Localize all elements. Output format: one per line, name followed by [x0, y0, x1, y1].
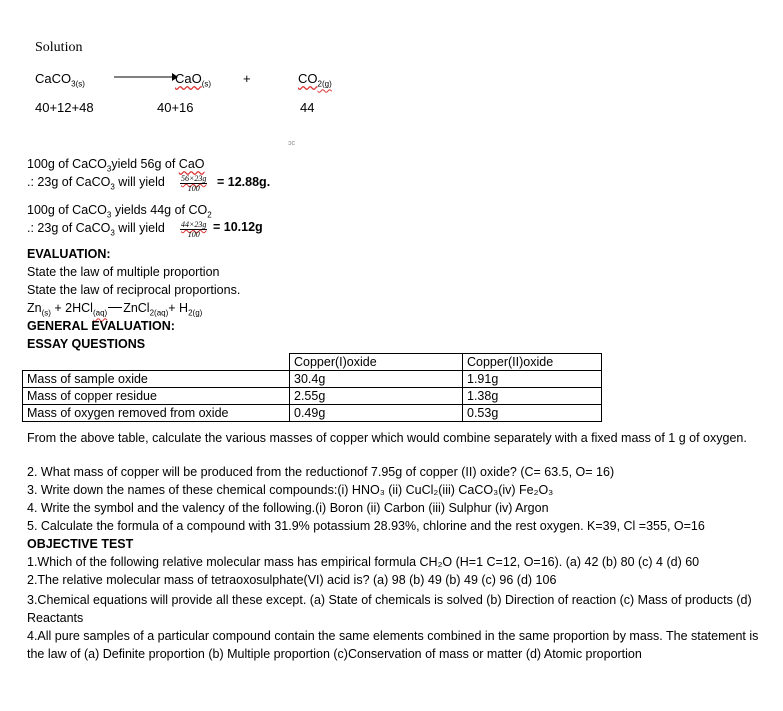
- table-cell: 30.4g: [290, 371, 463, 388]
- essay-question-2: 2. What mass of copper will be produced from the reductionof 7.95g of copper (II) oxide? (C= 63.5, O= 16): [27, 465, 615, 479]
- fraction-1: $\frac{56\times 23g}{100}$: [181, 174, 207, 193]
- table-row: [23, 405, 602, 422]
- table-cell: 0.53g: [463, 405, 602, 422]
- copper-oxide-table: [22, 353, 602, 422]
- calc-line-4: .: 23g of CaCO$_3$ will yield: [27, 221, 165, 238]
- table-header-row: [23, 354, 602, 371]
- essay-question-5: 5. Calculate the formula of a compound with 31.9% potassium 28.93%, chlorine and the rest oxygen. K=39, Cl =355, O=16: [27, 519, 705, 533]
- table-cell: Mass of oxygen removed from oxide: [23, 405, 290, 422]
- objective-question-1: 1.Which of the following relative molecular mass has empirical formula CH₂O (H=1 C=12, O=16). (a) 42 (b) 80 (c) 4 (d) 60: [27, 555, 700, 569]
- solution-heading: Solution: [35, 40, 83, 55]
- evaluation-q2: State the law of reciprocal proportions.: [27, 283, 241, 297]
- result-1: = 12.88g.: [217, 175, 271, 189]
- table-cell: 0.49g: [290, 405, 463, 422]
- evaluation-q1: State the law of multiple proportion: [27, 265, 220, 279]
- essay-question-3: 3. Write down the names of these chemical compounds:(i) HNO₃ (ii) CuCl₂(iii) CaCO₃(iv) Fe₂O₃: [27, 483, 554, 497]
- table-cell: Mass of sample oxide: [23, 371, 290, 388]
- table-cell: 1.91g: [463, 371, 602, 388]
- product1-formula: CaO$_{(s)}$: [175, 71, 212, 89]
- objective-test-heading: OBJECTIVE TEST: [27, 537, 134, 551]
- table-header-cell: [23, 354, 290, 371]
- essay-question-4: 4. Write the symbol and the valency of the following.(i) Boron (ii) Carbon (iii) Sulphur (iv) Argon: [27, 501, 549, 515]
- reaction-arrow-icon: [114, 72, 178, 82]
- objective-question-2: 2.The relative molecular mass of tetraoxosulphate(VI) acid is? (a) 98 (b) 49 (b) 49 (c) 96 (d) 106: [27, 573, 557, 587]
- evaluation-equation: $Zn_{(s)} + 2HCl_{(aq)}$ ZnCl$_{2(aq)}$+ $H_{2(g)}$: [27, 301, 203, 318]
- fraction-2: $\frac{44\times 23g}{100}$: [181, 220, 207, 239]
- table-row: [23, 371, 602, 388]
- table-header-cell: Copper(I)oxide: [290, 354, 463, 371]
- stray-mark: ɔc: [288, 140, 295, 147]
- table-cell: 2.55g: [290, 388, 463, 405]
- evaluation-heading: EVALUATION:: [27, 247, 111, 261]
- mass-reactant: 40+12+48: [35, 100, 94, 115]
- essay-questions-heading: ESSAY QUESTIONS: [27, 337, 146, 351]
- product2-formula: $CO_{2(g)}$: [298, 71, 332, 89]
- result-2: = 10.12g: [213, 220, 263, 234]
- plus-sign: +: [243, 71, 251, 86]
- table-cell: Mass of copper residue: [23, 388, 290, 405]
- objective-question-3: 3.Chemical equations will provide all these except. (a) State of chemicals is solved (b) Direction of reaction (c) Mass of products (d) Reactants: [27, 593, 752, 625]
- mass-product2: 44: [300, 100, 315, 115]
- calc-line-2: .: 23g of CaCO$_3$ will yield: [27, 175, 165, 192]
- mass-product1: 40+16: [157, 100, 194, 115]
- equation-arrow-icon: [108, 307, 122, 308]
- essay-paragraph-1: From the above table, calculate the various masses of copper which would combine separately with a fixed mass of 1 g of oxygen.: [27, 431, 747, 445]
- objective-question-4: 4.All pure samples of a particular compound contain the same elements combined in the same proportion by mass. The statement is the law of (a) Definite proportion (b) Multiple proportion (c)Conservation of mass or matter (d) Atomic proportion: [27, 629, 759, 661]
- general-evaluation-heading: GENERAL EVALUATION:: [27, 319, 175, 333]
- table-cell: 1.38g: [463, 388, 602, 405]
- table-row: [23, 388, 602, 405]
- calc-line-3: 100g of CaCO$_3$ yields 44g of $CO_2$: [27, 203, 212, 220]
- calc-line-1: 100g of CaCO$_3$yield 56g of CaO: [27, 157, 205, 174]
- table-header-cell: Copper(II)oxide: [463, 354, 602, 371]
- reactant-formula: CaCO$_{3(s)}$: [35, 71, 85, 89]
